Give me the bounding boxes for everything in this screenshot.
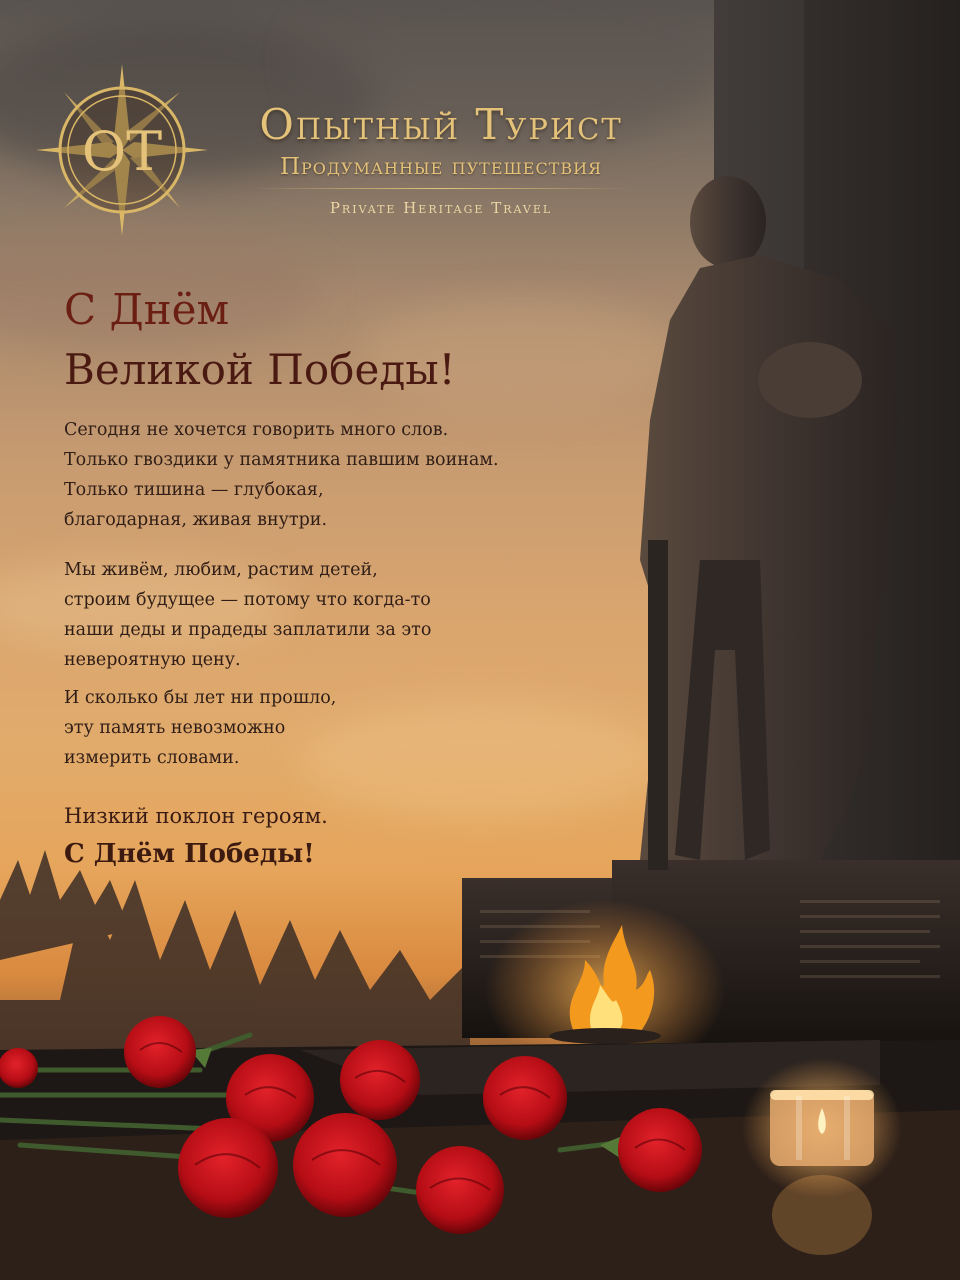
- brand-tagline: Private Heritage Travel: [329, 199, 553, 217]
- closing-line-1: Низкий поклон героям.: [64, 804, 328, 828]
- greeting-line-2: Великой Победы!: [64, 345, 456, 394]
- logo-monogram: OT: [81, 120, 163, 183]
- message-line: эту память невозможно: [64, 718, 286, 738]
- message-line: Только гвоздики у памятника павшим воинам.: [64, 450, 499, 470]
- message-line: измерить словами.: [64, 748, 240, 768]
- greeting-line-1: С Днём: [64, 285, 230, 334]
- candle-icon: [770, 1090, 874, 1166]
- closing-line-2: С Днём Победы!: [64, 839, 315, 869]
- message-line: Мы живём, любим, растим детей,: [64, 560, 378, 580]
- message-line: благодарная, живая внутри.: [64, 510, 328, 530]
- message-line: наши деды и прадеды заплатили за это: [64, 620, 432, 640]
- brand-subtitle: Продуманные путешествия: [279, 154, 602, 180]
- tree-line: [0, 850, 470, 1060]
- message-line: Сегодня не хочется говорить много слов.: [64, 420, 449, 440]
- message-line: Только тишина — глубокая,: [64, 480, 324, 500]
- message-line: невероятную цену.: [64, 650, 241, 670]
- brand-block: [216, 100, 666, 217]
- greeting-heading: [64, 280, 456, 400]
- message-line: строим будущее — потому что когда-то: [64, 590, 431, 610]
- closing-block: [64, 798, 328, 874]
- brand-title: Опытный Турист: [259, 100, 623, 149]
- message-line: И сколько бы лет ни прошло,: [64, 688, 337, 708]
- brand-logo: [34, 62, 210, 238]
- message-body: [64, 415, 584, 773]
- brand-divider: [251, 188, 631, 189]
